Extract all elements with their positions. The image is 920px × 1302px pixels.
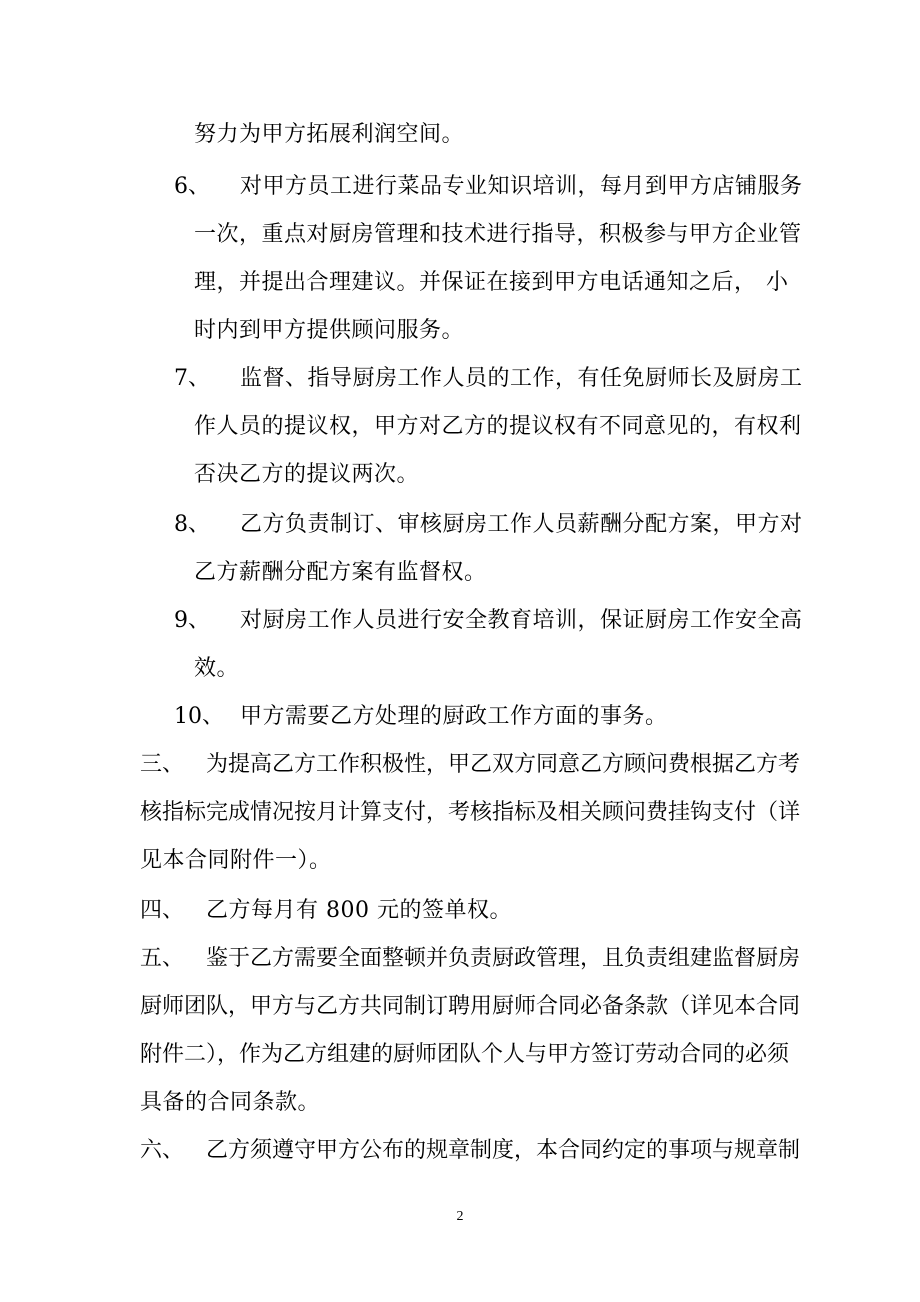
text-line: 一次，重点对厨房管理和技术进行指导，积极参与甲方企业管 <box>194 222 802 247</box>
text-line: 厨师团队，甲方与乙方共同制订聘用厨师合同必备条款（详见本合同 <box>140 994 801 1019</box>
text-line: 否决乙方的提议两次。 <box>194 462 420 487</box>
item-number: 9、 <box>174 608 210 633</box>
text-line: 乙方每月有 800 元的签单权。 <box>206 898 512 923</box>
text-line: 具备的合同条款。 <box>140 1090 321 1115</box>
text-line: 乙方须遵守甲方公布的规章制度，本合同约定的事项与规章制 <box>206 1138 801 1163</box>
text-line: 甲方需要乙方处理的厨政工作方面的事务。 <box>240 704 668 729</box>
text-line: 附件二），作为乙方组建的厨师团队个人与甲方签订劳动合同的必须 <box>140 1042 790 1067</box>
text-line-tail: 小 <box>766 270 789 295</box>
text-line: 对厨房工作人员进行安全教育培训，保证厨房工作安全高 <box>240 608 803 633</box>
text-line: 监督、指导厨房工作人员的工作，有任免厨师长及厨房工 <box>240 366 803 391</box>
section-number: 三、 <box>140 752 185 777</box>
text-line: 见本合同附件一）。 <box>140 848 332 873</box>
section-number: 四、 <box>140 898 185 923</box>
item-number: 6、 <box>174 174 210 199</box>
text-line: 时内到甲方提供顾问服务。 <box>194 318 465 343</box>
item-number: 7、 <box>174 366 210 391</box>
item-number: 8、 <box>174 512 210 537</box>
text-line: 乙方负责制订、审核厨房工作人员薪酬分配方案，甲方对 <box>240 512 803 537</box>
section-number: 五、 <box>140 946 185 971</box>
text-line: 为提高乙方工作积极性，甲乙双方同意乙方顾问费根据乙方考 <box>206 752 801 777</box>
text-line: 核指标完成情况按月计算支付，考核指标及相关顾问费挂钩支付（详 <box>140 800 801 825</box>
text-line: 对甲方员工进行菜品专业知识培训，每月到甲方店铺服务 <box>240 174 803 199</box>
text-line: 效。 <box>194 656 240 681</box>
page-number: 2 <box>456 1209 464 1224</box>
text-line: 理，并提出合理建议。并保证在接到甲方电话通知之后， <box>194 270 757 295</box>
item-number: 10、 <box>174 704 224 729</box>
text-line: 作人员的提议权，甲方对乙方的提议权有不同意见的，有权利 <box>194 414 802 439</box>
text-line: 努力为甲方拓展利润空间。 <box>194 122 465 147</box>
text-line: 乙方薪酬分配方案有监督权。 <box>194 560 487 585</box>
text-line: 鉴于乙方需要全面整顿并负责厨政管理，且负责组建监督厨房 <box>206 946 801 971</box>
section-number: 六、 <box>140 1138 185 1163</box>
